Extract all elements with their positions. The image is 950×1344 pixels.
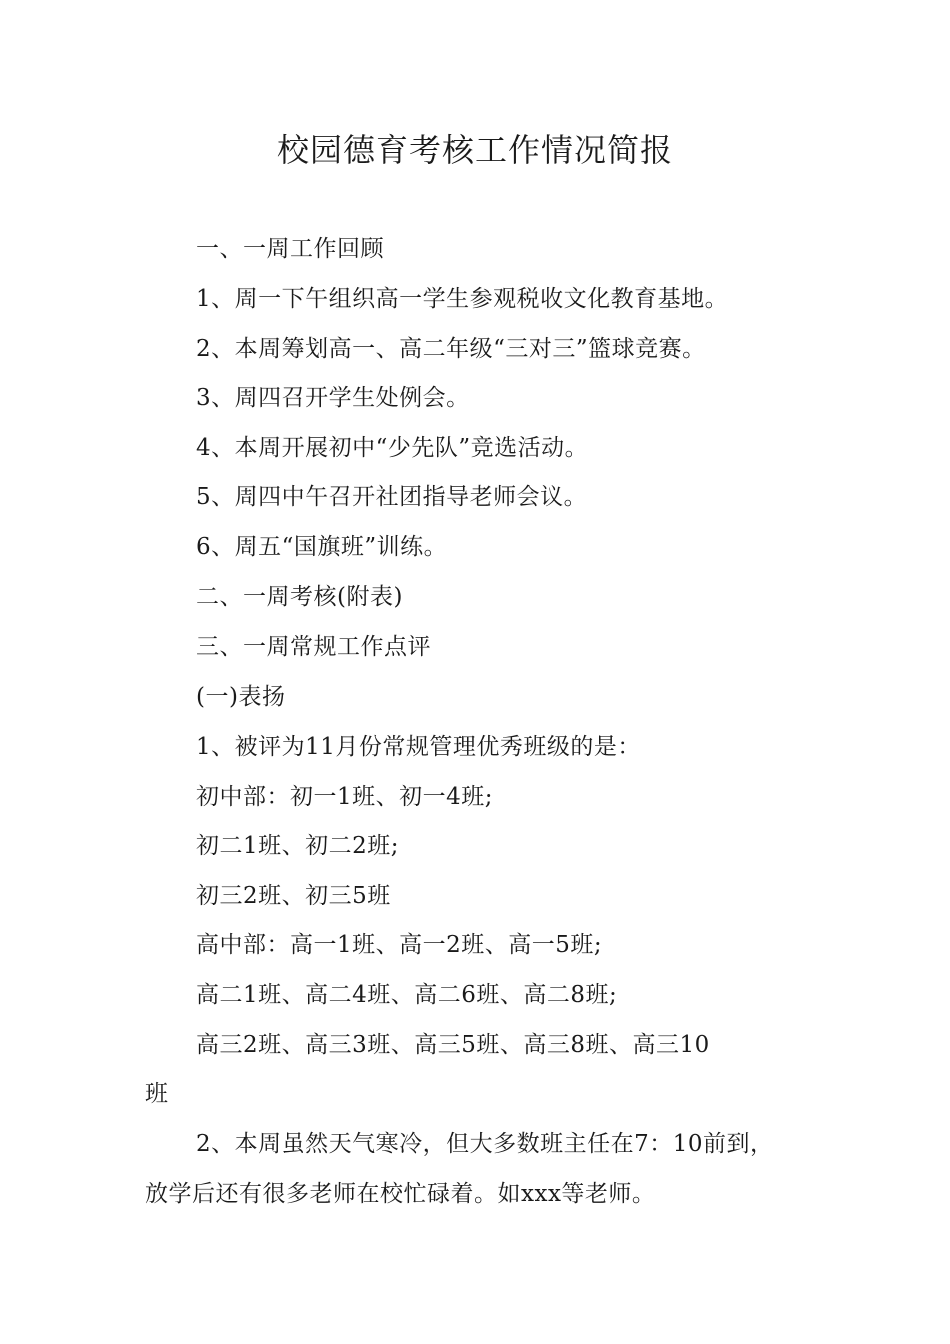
senior-class-list: 高三2班、高三3班、高三5班、高三8班、高三10 (196, 1032, 710, 1058)
junior-class-list: 初二1班、初二2班; (196, 833, 400, 859)
praise-item-intro: 1、被评为11月份常规管理优秀班级的是： (196, 734, 641, 760)
subsection-heading-praise: (一)表扬 (196, 684, 286, 710)
junior-class-list: 初三2班、初三5班 (196, 883, 391, 909)
section-heading-review: 一、一周工作回顾 (196, 236, 384, 262)
list-item: 2、本周筹划高一、高二年级“三对三”篮球竞赛。 (196, 336, 706, 362)
list-item: 4、本周开展初中“少先队”竞选活动。 (196, 435, 589, 461)
junior-class-list: 初中部：初一1班、初一4班; (196, 784, 494, 810)
praise-item-paragraph-continued: 放学后还有很多老师在校忙碌着。如xxx等老师。 (145, 1181, 656, 1207)
list-item: 5、周四中午召开社团指导老师会议。 (196, 484, 588, 510)
section-heading-assessment: 二、一周考核(附表) (196, 584, 403, 610)
list-item: 1、周一下午组织高一学生参观税收文化教育基地。 (196, 286, 729, 312)
praise-item-paragraph: 2、本周虽然天气寒冷，但大多数班主任在7：10前到， (196, 1131, 774, 1157)
senior-class-list-continued: 班 (145, 1081, 169, 1107)
list-item: 3、周四召开学生处例会。 (196, 385, 470, 411)
section-heading-review-comments: 三、一周常规工作点评 (196, 634, 431, 660)
list-item: 6、周五“国旗班”训练。 (196, 534, 448, 560)
senior-class-list: 高二1班、高二4班、高二6班、高二8班; (196, 982, 618, 1008)
document-title: 校园德育考核工作情况简报 (276, 131, 673, 169)
senior-class-list: 高中部：高一1班、高一2班、高一5班; (196, 932, 603, 958)
